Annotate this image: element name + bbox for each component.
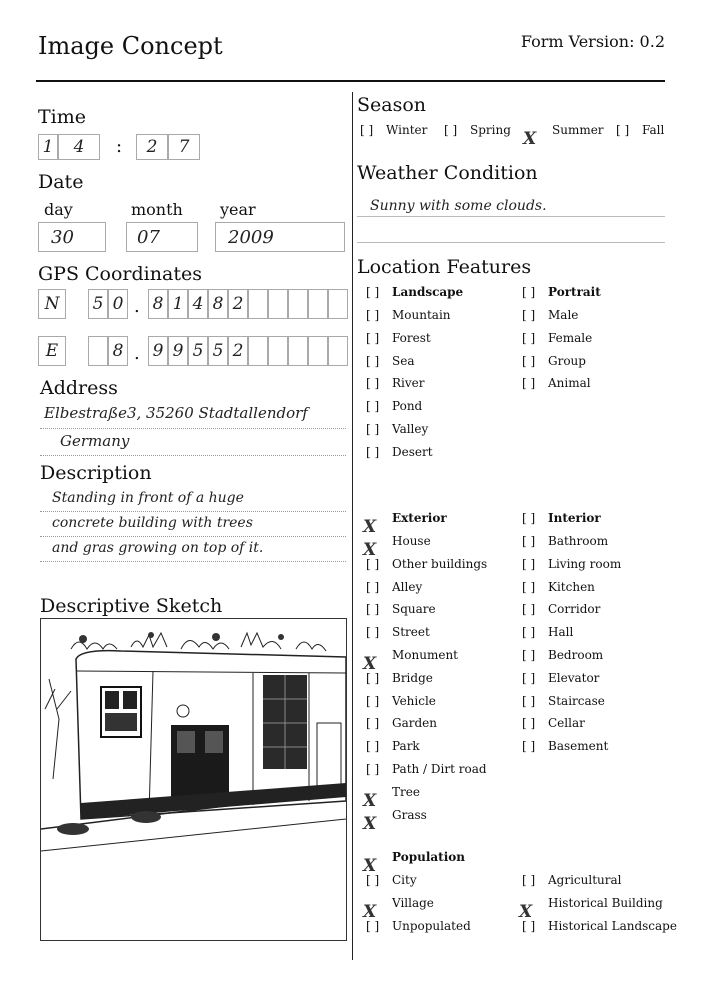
- option-label: Alley: [392, 579, 423, 594]
- weather-rule-2: [357, 242, 665, 243]
- checkbox-icon[interactable]: [ ]: [366, 556, 380, 571]
- checkbox-icon[interactable]: [ ]: [366, 399, 380, 414]
- option-label: Kitchen: [548, 579, 595, 594]
- description-line-1[interactable]: Standing in front of a huge: [52, 490, 244, 506]
- population-option-village[interactable]: [363, 895, 434, 922]
- option-label: Bathroom: [548, 534, 609, 548]
- interior-option-bedroom[interactable]: [522, 648, 603, 662]
- exterior-option-bridge[interactable]: [366, 671, 433, 685]
- time-minute-digit-1[interactable]: 2: [136, 134, 168, 160]
- checkbox-icon[interactable]: [ ]: [366, 670, 380, 685]
- option-label: Square: [392, 602, 436, 617]
- option-label: Spring: [470, 123, 511, 137]
- option-label: Winter: [386, 123, 428, 137]
- checkbox-icon[interactable]: [ ]: [522, 353, 536, 368]
- portrait-option-animal[interactable]: [522, 376, 591, 390]
- description-line-3[interactable]: and gras growing on top of it.: [52, 540, 264, 556]
- option-label: Pond: [392, 399, 423, 414]
- month-label: month: [131, 200, 183, 219]
- check-x-icon: X: [363, 901, 377, 922]
- option-label: Historical Building: [548, 895, 663, 910]
- option-label: Village: [392, 895, 434, 910]
- exterior-option-grass[interactable]: [363, 807, 427, 834]
- address-rule-1: [40, 428, 346, 430]
- address-label: Address: [40, 377, 118, 399]
- description-line-2[interactable]: concrete building with trees: [52, 515, 253, 531]
- option-label: Mountain: [392, 308, 451, 322]
- description-rule-3: [40, 561, 346, 563]
- date-label: Date: [38, 171, 84, 193]
- option-label: Animal: [548, 376, 591, 391]
- option-label: Fall: [642, 123, 665, 137]
- lat-dec-7[interactable]: [268, 289, 288, 319]
- option-label: Cellar: [548, 716, 585, 731]
- checkbox-icon[interactable]: [ ]: [522, 625, 536, 640]
- lat-direction[interactable]: N: [38, 289, 66, 319]
- checkbox-icon[interactable]: [ ]: [366, 873, 380, 887]
- portrait-option-male[interactable]: [522, 308, 578, 322]
- option-label: Male: [548, 308, 579, 322]
- option-label: Elevator: [548, 670, 600, 685]
- lat-dec-2[interactable]: 1: [168, 289, 188, 319]
- time-hour-digit-1[interactable]: 1: [38, 134, 58, 160]
- option-label: Park: [392, 739, 420, 754]
- option-label: Group: [548, 353, 586, 368]
- lat-deg-2[interactable]: 0: [108, 289, 128, 319]
- checkbox-icon[interactable]: [ ]: [522, 670, 536, 685]
- day-field[interactable]: 30: [38, 222, 106, 252]
- population-option-agricultural[interactable]: [522, 873, 622, 887]
- sketch-area[interactable]: [40, 618, 347, 941]
- year-label: year: [220, 200, 256, 219]
- exterior-header-checkbox[interactable]: [363, 511, 447, 537]
- lat-dec-8[interactable]: [288, 289, 308, 319]
- population-option-unpopulated[interactable]: [366, 919, 471, 933]
- checkbox-icon[interactable]: [ ]: [366, 285, 380, 299]
- option-label: Exterior: [392, 511, 447, 525]
- checkbox-icon[interactable]: [ ]: [366, 739, 380, 754]
- checkbox-icon[interactable]: [ ]: [366, 693, 380, 708]
- checkbox-icon[interactable]: [ ]: [366, 579, 380, 594]
- option-label: Valley: [392, 422, 429, 436]
- option-label: House: [392, 534, 431, 548]
- lon-dec-2[interactable]: 9: [168, 336, 188, 366]
- lon-decimal-point: .: [134, 343, 140, 364]
- landscape-option-mountain[interactable]: [366, 308, 451, 322]
- check-x-icon: X: [363, 813, 377, 834]
- option-label: Historical Landscape: [548, 918, 677, 933]
- check-x-icon: X: [363, 856, 377, 876]
- interior-option-elevator[interactable]: [522, 671, 599, 685]
- weather-value[interactable]: Sunny with some clouds.: [370, 198, 547, 214]
- time-separator: :: [116, 136, 123, 157]
- building-sketch: [41, 619, 346, 940]
- option-label: Living room: [548, 556, 622, 571]
- checkbox-icon[interactable]: [ ]: [522, 716, 536, 731]
- option-label: Staircase: [548, 693, 605, 708]
- checkbox-icon[interactable]: [ ]: [522, 556, 536, 571]
- year-field[interactable]: 2009: [215, 222, 345, 252]
- checkbox-icon[interactable]: [ ]: [366, 602, 380, 617]
- checkbox-icon[interactable]: [ ]: [522, 693, 536, 708]
- exterior-option-vehicle[interactable]: [366, 694, 436, 708]
- check-x-icon: X: [519, 901, 533, 922]
- checkbox-icon[interactable]: [ ]: [522, 376, 536, 391]
- checkbox-icon[interactable]: [ ]: [522, 511, 536, 525]
- day-label: day: [44, 200, 73, 219]
- exterior-option-street[interactable]: [366, 625, 430, 639]
- checkbox-icon[interactable]: [ ]: [366, 422, 380, 436]
- checkbox-icon[interactable]: [ ]: [522, 648, 536, 662]
- time-hour-digit-2[interactable]: 4: [58, 134, 100, 160]
- landscape-header-checkbox[interactable]: [366, 285, 463, 299]
- lon-dec-1[interactable]: 9: [148, 336, 168, 366]
- exterior-option-house[interactable]: [363, 534, 431, 560]
- option-label: Summer: [552, 123, 604, 137]
- lon-dec-10[interactable]: [328, 336, 348, 366]
- checkbox-icon[interactable]: [ ]: [522, 308, 536, 322]
- sketch-label: Descriptive Sketch: [40, 595, 223, 617]
- address-rule-2: [40, 455, 346, 457]
- season-option-fall[interactable]: [616, 123, 664, 137]
- portrait-option-group[interactable]: [522, 354, 586, 368]
- checkbox-icon[interactable]: [ ]: [366, 762, 380, 776]
- lat-deg-1[interactable]: 5: [88, 289, 108, 319]
- season-option-winter[interactable]: [360, 123, 427, 137]
- option-label: Female: [548, 330, 593, 345]
- lon-dec-6[interactable]: [248, 336, 268, 366]
- lat-dec-3[interactable]: 4: [188, 289, 208, 319]
- header-divider: [36, 80, 665, 82]
- landscape-option-sea[interactable]: [366, 354, 414, 368]
- option-label: Desert: [392, 444, 433, 459]
- check-x-icon: X: [523, 129, 537, 149]
- description-rule-2: [40, 536, 346, 538]
- interior-option-living-room[interactable]: [522, 557, 621, 571]
- checkbox-icon[interactable]: [ ]: [444, 123, 458, 137]
- option-label: Agricultural: [548, 873, 622, 887]
- checkbox-icon[interactable]: [ ]: [522, 285, 536, 299]
- checkbox-icon[interactable]: [ ]: [366, 308, 380, 322]
- option-label: Interior: [548, 511, 601, 525]
- checkbox-icon[interactable]: [ ]: [366, 330, 380, 345]
- season-option-summer[interactable]: [523, 123, 604, 149]
- interior-option-staircase[interactable]: [522, 694, 605, 708]
- option-label: Landscape: [392, 285, 464, 299]
- interior-option-cellar[interactable]: [522, 716, 585, 730]
- population-option-historical-landscape[interactable]: [522, 919, 677, 933]
- checkbox-icon[interactable]: [ ]: [522, 579, 536, 594]
- lon-dec-8[interactable]: [288, 336, 308, 366]
- lon-direction[interactable]: E: [38, 336, 66, 366]
- checkbox-icon[interactable]: [ ]: [616, 123, 630, 137]
- option-label: Path / Dirt road: [392, 762, 487, 776]
- interior-option-hall[interactable]: [522, 625, 573, 639]
- form-version: Form Version: 0.2: [520, 32, 665, 51]
- check-x-icon: X: [363, 517, 377, 537]
- option-label: Grass: [392, 807, 427, 822]
- lon-dec-5[interactable]: 2: [228, 336, 248, 366]
- checkbox-icon[interactable]: [ ]: [366, 353, 380, 368]
- season-option-spring[interactable]: [444, 123, 511, 137]
- checkbox-icon[interactable]: [ ]: [522, 873, 536, 887]
- lat-decimal-point: .: [134, 296, 140, 317]
- population-option-city[interactable]: [366, 873, 417, 887]
- weather-rule-1: [357, 216, 665, 217]
- month-field[interactable]: 07: [126, 222, 198, 252]
- exterior-option-park[interactable]: [366, 739, 420, 753]
- option-label: Unpopulated: [392, 918, 471, 933]
- option-label: Monument: [392, 648, 458, 662]
- option-label: Population: [392, 850, 465, 864]
- option-label: Bridge: [392, 670, 433, 685]
- lon-dec-4[interactable]: 5: [208, 336, 228, 366]
- landscape-option-forest[interactable]: [366, 331, 431, 345]
- checkbox-icon[interactable]: [ ]: [522, 602, 536, 617]
- checkbox-icon[interactable]: [ ]: [366, 444, 380, 459]
- time-minute-digit-2[interactable]: 7: [168, 134, 200, 160]
- option-label: Garden: [392, 716, 437, 731]
- option-label: Basement: [548, 739, 609, 754]
- option-label: City: [392, 873, 417, 887]
- option-label: Hall: [548, 625, 574, 640]
- checkbox-icon[interactable]: [ ]: [522, 739, 536, 754]
- option-label: Bedroom: [548, 648, 604, 662]
- landscape-option-pond[interactable]: [366, 399, 422, 413]
- check-x-icon: X: [363, 540, 377, 560]
- address-line-1[interactable]: Elbestraße3, 35260 Stadtallendorf: [44, 404, 308, 422]
- lat-dec-10[interactable]: [328, 289, 348, 319]
- exterior-option-tree[interactable]: [363, 784, 420, 811]
- checkbox-icon[interactable]: [ ]: [366, 376, 380, 391]
- checkbox-icon[interactable]: [ ]: [360, 123, 374, 137]
- landscape-option-valley[interactable]: [366, 422, 428, 436]
- interior-option-corridor[interactable]: [522, 602, 600, 616]
- option-label: Street: [392, 625, 430, 640]
- exterior-option-other-buildings[interactable]: [366, 557, 487, 571]
- lon-dec-9[interactable]: [308, 336, 328, 366]
- option-label: Corridor: [548, 602, 601, 617]
- checkbox-icon[interactable]: [ ]: [366, 918, 380, 933]
- interior-header-checkbox[interactable]: [522, 511, 601, 525]
- portrait-header-checkbox[interactable]: [522, 285, 601, 299]
- interior-option-bathroom[interactable]: [522, 534, 608, 548]
- checkbox-icon[interactable]: [ ]: [366, 625, 380, 640]
- portrait-option-female[interactable]: [522, 331, 592, 345]
- season-label: Season: [357, 94, 427, 116]
- gps-label: GPS Coordinates: [38, 263, 202, 285]
- population-option-historical-building[interactable]: [519, 895, 663, 922]
- location-features-label: Location Features: [357, 256, 532, 278]
- interior-option-basement[interactable]: [522, 739, 608, 753]
- exterior-option-monument[interactable]: [363, 648, 458, 674]
- check-x-icon: X: [363, 654, 377, 674]
- lat-dec-1[interactable]: 8: [148, 289, 168, 319]
- weather-label: Weather Condition: [357, 162, 538, 184]
- option-label: River: [392, 376, 425, 391]
- lat-dec-9[interactable]: [308, 289, 328, 319]
- exterior-option-path-dirt-road[interactable]: [366, 762, 487, 776]
- lat-dec-6[interactable]: [248, 289, 268, 319]
- check-x-icon: X: [363, 790, 377, 811]
- lon-dec-7[interactable]: [268, 336, 288, 366]
- option-label: Sea: [392, 353, 415, 368]
- option-label: Other buildings: [392, 556, 488, 571]
- checkbox-icon[interactable]: [ ]: [522, 330, 536, 345]
- exterior-option-square[interactable]: [366, 602, 436, 616]
- population-header-checkbox[interactable]: [363, 850, 465, 876]
- landscape-option-river[interactable]: [366, 376, 425, 390]
- form-title: Image Concept: [38, 32, 223, 60]
- interior-option-kitchen[interactable]: [522, 580, 595, 594]
- lat-dec-4[interactable]: 8: [208, 289, 228, 319]
- option-label: Tree: [392, 784, 420, 799]
- checkbox-icon[interactable]: [ ]: [522, 534, 536, 548]
- option-label: Vehicle: [392, 693, 436, 708]
- lon-deg-2[interactable]: 8: [108, 336, 128, 366]
- option-label: Portrait: [548, 285, 601, 299]
- lon-deg-1[interactable]: [88, 336, 108, 366]
- lon-dec-3[interactable]: 5: [188, 336, 208, 366]
- exterior-option-alley[interactable]: [366, 580, 422, 594]
- column-divider: [352, 92, 353, 960]
- option-label: Forest: [392, 330, 431, 345]
- landscape-option-desert[interactable]: [366, 445, 433, 459]
- address-line-2[interactable]: Germany: [60, 432, 130, 450]
- description-label: Description: [40, 462, 152, 484]
- description-rule-1: [40, 511, 346, 513]
- checkbox-icon[interactable]: [ ]: [366, 716, 380, 731]
- exterior-option-garden[interactable]: [366, 716, 437, 730]
- time-label: Time: [38, 106, 87, 128]
- lat-dec-5[interactable]: 2: [228, 289, 248, 319]
- checkbox-icon[interactable]: [ ]: [522, 918, 536, 933]
